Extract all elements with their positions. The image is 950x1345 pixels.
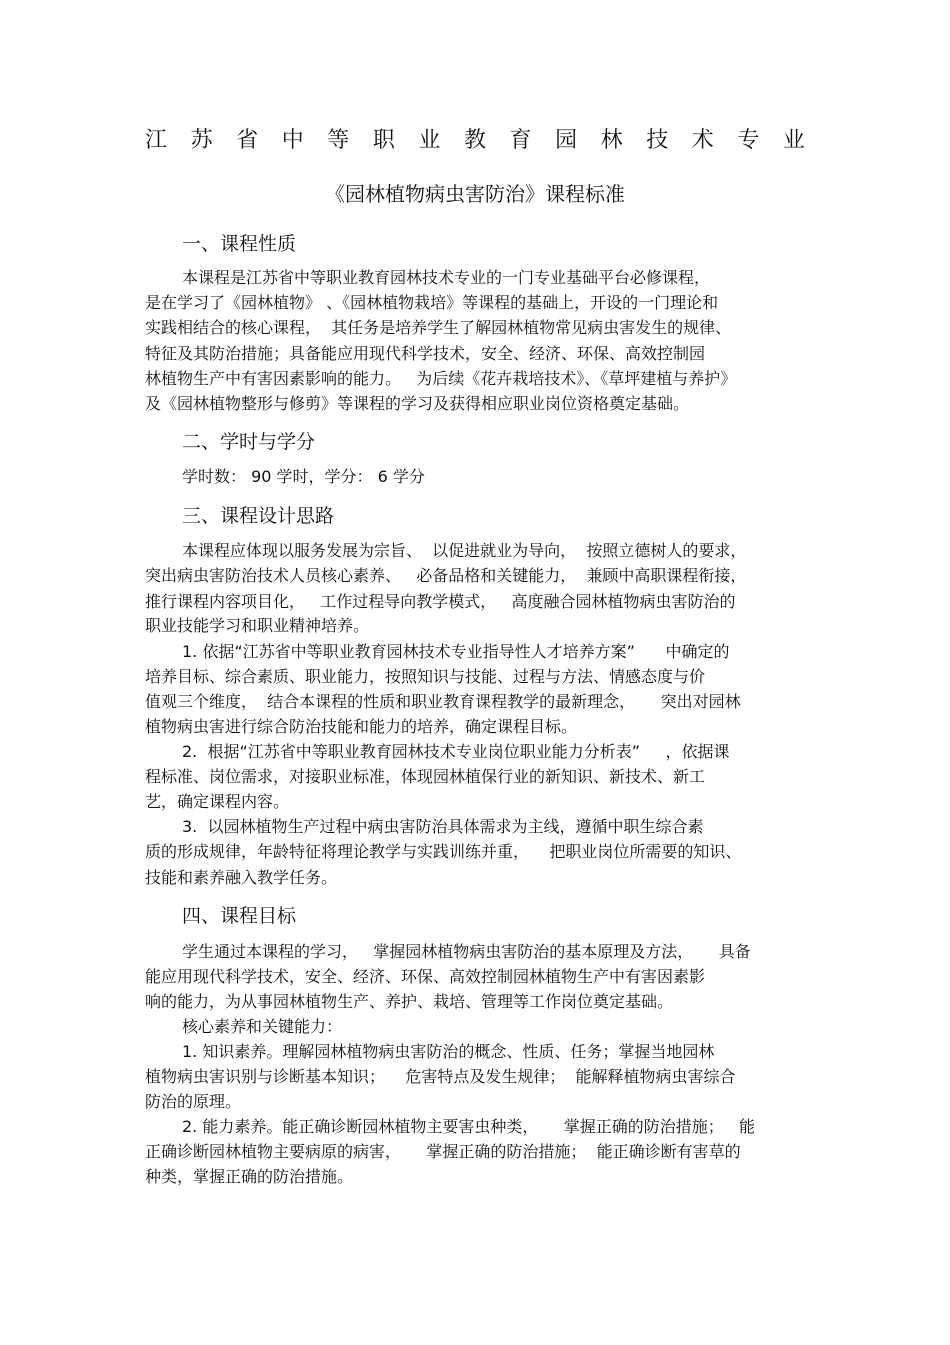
paragraph-line: 特征及其防治措施；具备能应用现代科学技术，安全、经济、环保、高效控制园 — [145, 344, 706, 363]
title-char: 中 — [281, 128, 304, 153]
title-char: 业 — [782, 128, 805, 153]
paragraph-line: 防治的原理。 — [145, 1092, 242, 1111]
paragraph-line: 艺，确定课程内容。 — [145, 792, 290, 811]
title-char: 专 — [737, 128, 760, 153]
title-line-2: 《园林植物病虫害防治》课程标准 — [325, 182, 625, 206]
title-char: 术 — [691, 128, 714, 153]
section-heading-objectives: 四、课程目标 — [182, 905, 297, 927]
title-char: 等 — [327, 128, 350, 153]
paragraph-line: 种类，掌握正确的防治措施。 — [145, 1167, 354, 1186]
hours-credits-line: 学时数： 90 学时，学分： 6 学分 — [182, 467, 425, 486]
paragraph-line: 值观三个维度， 结合本课程的性质和职业教育课程教学的最新理念， 突出对园林 — [145, 692, 741, 711]
paragraph-line: 培养目标、综合素质、职业能力，按照知识与技能、过程与方法、情感态度与价 — [145, 667, 706, 686]
paragraph-line: 正确诊断园林植物主要病原的病害， 掌握正确的防治措施； 能正确诊断有害草的 — [145, 1142, 741, 1161]
title-line-1 — [145, 126, 805, 156]
title-char: 技 — [646, 128, 669, 153]
paragraph-line: 植物病虫害识别与诊断基本知识； 危害特点及发生规律； 能解释植物病虫害综合 — [145, 1067, 736, 1086]
title-char: 育 — [509, 128, 532, 153]
paragraph-line: 突出病虫害防治技术人员核心素养、 必备品格和关键能力， 兼顾中高职课程衔接， — [145, 566, 747, 585]
paragraph-line: 及《园林植物整形与修剪》等课程的学习及获得相应职业岗位资格奠定基础。 — [145, 394, 690, 413]
title-char: 苏 — [190, 128, 213, 153]
title-char: 业 — [418, 128, 441, 153]
paragraph-line: 本课程是江苏省中等职业教育园林技术专业的一门专业基础平台必修课程， — [182, 268, 711, 287]
paragraph-line: 程标准、岗位需求，对接职业标准，体现园林植保行业的新知识、新技术、新工 — [145, 767, 706, 786]
paragraph-line: 能应用现代科学技术，安全、经济、环保、高效控制园林植物生产中有害因素影 — [145, 967, 706, 986]
paragraph-line: 技能和素养融入教学任务。 — [145, 868, 338, 887]
section-heading-design: 三、课程设计思路 — [182, 505, 335, 527]
section-heading-nature: 一、课程性质 — [182, 233, 297, 255]
paragraph-line: 林植物生产中有害因素影响的能力。 为后续《花卉栽培技术》、《草坪建植与养护》 — [145, 369, 737, 388]
paragraph-line: 学生通过本课程的学习， 掌握园林植物病虫害防治的基本原理及方法， 具备 — [182, 942, 751, 961]
title-char: 林 — [600, 128, 623, 153]
paragraph-line: 推行课程内容项目化， 工作过程导向教学模式， 高度融合园林植物病虫害防治的 — [145, 592, 736, 611]
paragraph-line: 植物病虫害进行综合防治技能和能力的培养，确定课程目标。 — [145, 717, 578, 736]
section-heading-hours: 二、学时与学分 — [182, 431, 316, 453]
paragraph-line: 核心素养和关键能力： — [182, 1017, 343, 1036]
paragraph-line: 3. 以园林植物生产过程中病虫害防治具体需求为主线，遵循中职生综合素 — [182, 817, 704, 836]
paragraph-line: 1. 依据“江苏省中等职业教育园林技术专业指导性人才培养方案” 中确定的 — [182, 642, 730, 661]
paragraph-line: 1. 知识素养。理解园林植物病虫害防治的概念、性质、任务；掌握当地园林 — [182, 1042, 715, 1061]
paragraph-line: 质的形成规律，年龄特征将理论教学与实践训练并重， 把职业岗位所需要的知识、 — [145, 842, 742, 861]
paragraph-line: 职业技能学习和职业精神培养。 — [145, 616, 370, 635]
paragraph-line: 实践相结合的核心课程， 其任务是培养学生了解园林植物常见病虫害发生的规律、 — [145, 318, 732, 337]
title-char: 教 — [463, 128, 486, 153]
paragraph-line: 响的能力，为从事园林植物生产、养护、栽培、管理等工作岗位奠定基础。 — [145, 992, 674, 1011]
paragraph-line: 本课程应体现以服务发展为宗旨、 以促进就业为导向， 按照立德树人的要求， — [182, 541, 747, 560]
title-char: 江 — [145, 128, 168, 153]
paragraph-line: 是在学习了《园林植物》 、《园林植物栽培》等课程的基础上，开设的一门理论和 — [145, 293, 719, 312]
title-char: 省 — [236, 128, 259, 153]
paragraph-line: 2. 能力素养。能正确诊断园林植物主要害虫种类， 掌握正确的防治措施； 能 — [182, 1117, 756, 1136]
title-char: 职 — [372, 128, 395, 153]
paragraph-line: 2. 根据“江苏省中等职业教育园林技术专业岗位职业能力分析表” ，依据课 — [182, 742, 730, 761]
title-char: 园 — [555, 128, 578, 153]
